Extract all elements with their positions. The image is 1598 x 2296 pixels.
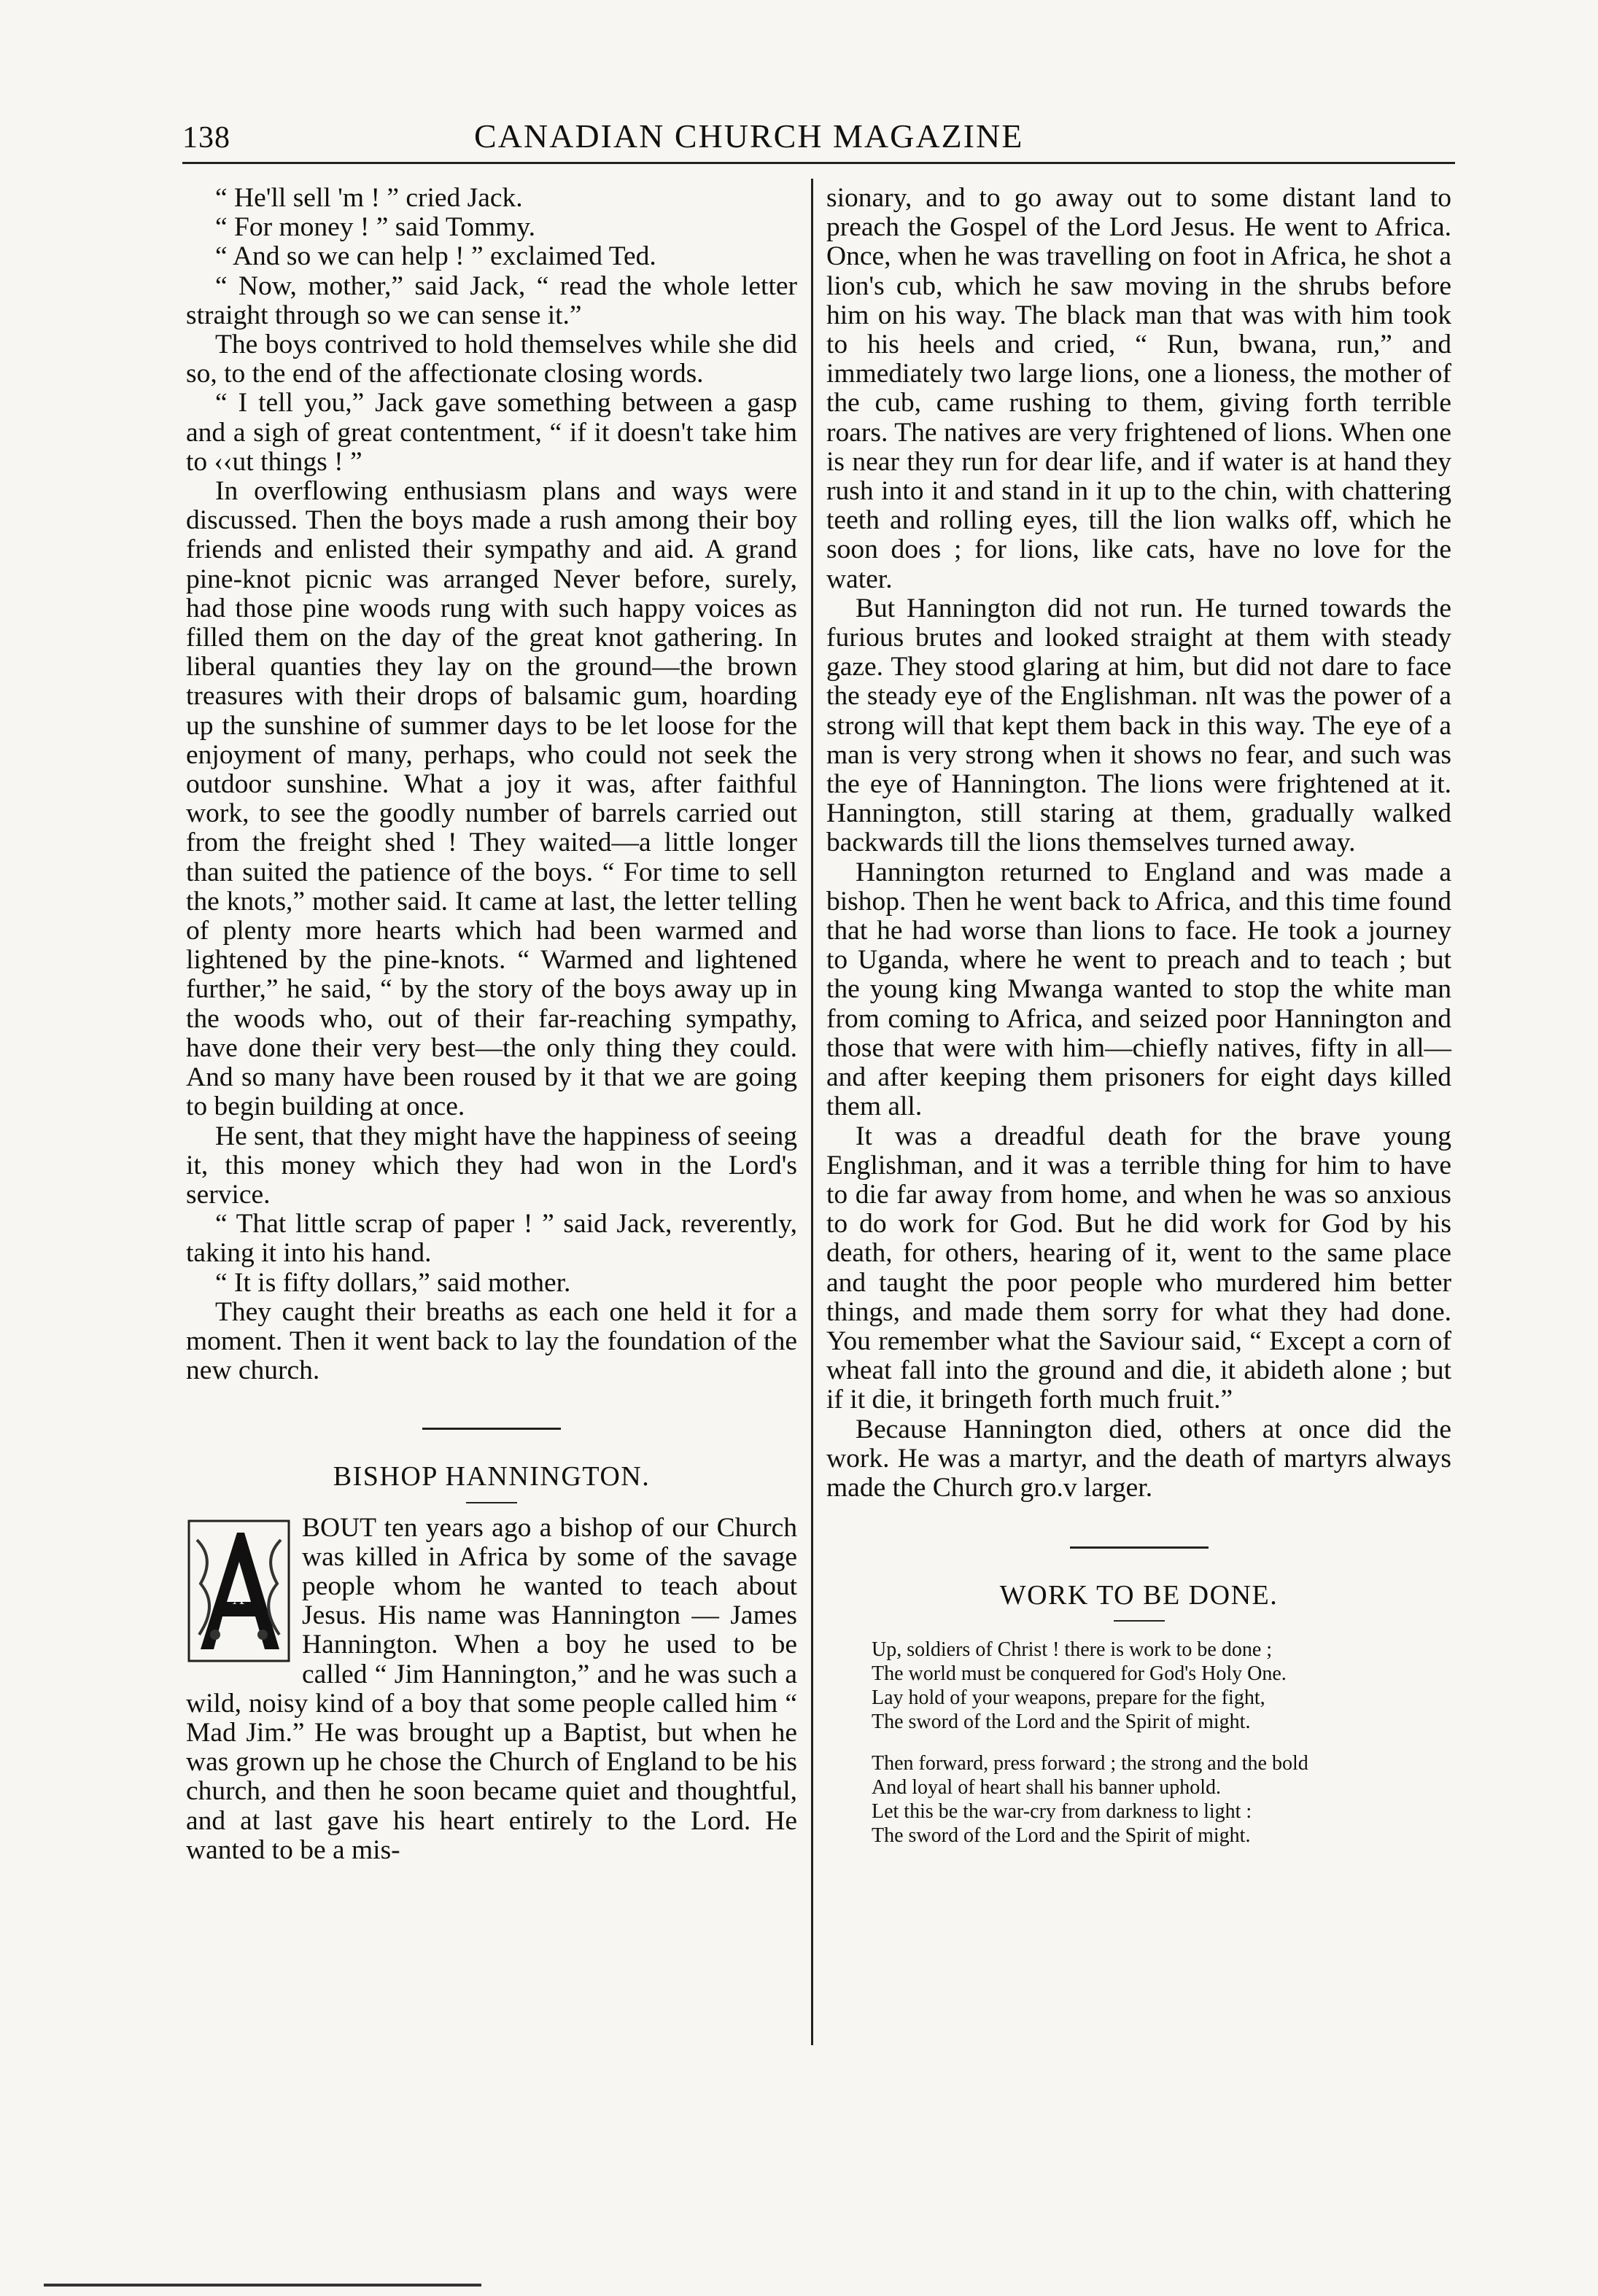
title-rule [1114,1620,1165,1622]
left-column [186,184,797,1865]
poem-line: The sword of the Lord and the Spirit of might. [872,1824,1251,1848]
paragraph: “ Now, mother,” said Jack, “ read the whole letter straight through so we can sense it.” [186,271,797,330]
paragraph: It was a dreadful death for the brave young Englishman, and it was a terrible thing for him to have to die far away from home, and when he was so anxious to do work for God. But he did work for God by his death, for others, hearing of it, went to the same place and taught the poor people who murdered him better things, and made them sorry for what they had done. You remember what the Saviour said, “ Except a corn of wheat fall into the ground and die, it abideth alone ; but if it die, it bringeth forth much fruit.” [826,1121,1451,1415]
paragraph: In overflowing enthusiasm plans and ways were discussed. Then the boys made a rush among their boy friends and enlisted their sympathy and aid. A grand pine-knot picnic was arranged Never before, surely, had those pine woods rung with such happy voices as filled them on the day of the great knot gathering. In liberal quanties they lay on the ground—the brown treasures with their drops of balsamic gum, hoarding up the sunshine of summer days to be let loose for the enjoyment of many, perhaps, who could not seek the outdoor sunshine. What a joy it was, after faithful work, to see the goodly number of barrels carried out from the freight shed ! They waited—a little longer than suited the patience of the boys. “ For time to sell the knots,” mother said. It came at last, the letter telling of plenty more hearts which had been warmed and lightened by the pine-knots. “ Warmed and lightened further,” he said, “ by the story of the boys away up in the woods who, out of their far-reaching sympathy, have done their very best—the only thing they could. And so many have been roused by it that we are going to begin building at once. [186,476,797,1122]
poem-line: Then forward, press forward ; the strong and the bold [872,1752,1308,1775]
paragraph: Because Hannington died, others at once did the work. He was a martyr, and the death of martyrs always made the Church gro.v larger. [826,1414,1451,1503]
paragraph: “ I tell you,” Jack gave something between a gasp and a sigh of great contentment, “ if it doesn't take him to ‹‹ut things ! ” [186,388,797,477]
poem [872,1638,1451,1848]
paragraph: The boys contrived to hold themselves while she did so, to the end of the affectionate closing words. [186,330,797,389]
article-first-paragraph [186,1514,797,1865]
column-divider [811,179,813,2045]
paragraph: “ He'll sell 'm ! ” cried Jack. [215,183,523,213]
header-rule [182,162,1455,164]
paragraph: They caught their breaths as each one held it for a moment. Then it went back to lay the foundation of the new church. [186,1296,797,1386]
paragraph: But Hannington did not run. He turned towards the furious brutes and looked straight at them with steady gaze. They stood glaring at him, but did not dare to face the steady eye of the Englishman. nIt was the power of a strong will that kept them back in this way. The eye of a man is very strong when it shows no fear, and such was the eye of Hannington. The lions were frightened at it. Hannington, still staring at them, gradually walked backwards till the lions themselves turned away. [826,593,1451,858]
poem-title: WORK TO BE DONE. [999,1580,1279,1611]
ornamental-dropcap-icon [186,1518,292,1664]
poem-line: The world must be conquered for God's Holy One. [872,1662,1287,1686]
section-rule [422,1428,561,1430]
article-text: BOUT ten years ago a bishop of our Church was killed in Africa by some of the savage people whom he wanted to teach about Jesus. His name was Hannington — James Hannington. When a boy he used to be called “ Jim Hannington,” and he was such a wild, noisy kind of a boy that some people called him “ Mad Jim.” He was brought up a Baptist, but when he was grown up he chose the Church of England to be his church, and then he soon became quiet and thoughtful, and at last gave his heart entirely to the Lord. He wanted to be a mis- [186,1512,797,1865]
poem-line: Let this be the war-cry from darkness to light : [872,1800,1252,1824]
section-rule [1070,1546,1209,1549]
paragraph: Hannington returned to England and was made a bishop. Then he went back to Africa, and this time found that he had worse than lions to face. He took a journey to Uganda, where he went to preach and to teach ; but the young king Mwanga wanted to stop the white man from coming to Africa, and seized poor Hannington and those that were with him—chiefly natives, fifty in all—and after keeping them prisoners for eight days killed them all. [826,857,1451,1122]
poem-line: The sword of the Lord and the Spirit of might. [872,1711,1251,1734]
page-number: 138 [182,121,230,155]
poem-line: Up, soldiers of Christ ! there is work to be done ; [872,1638,1273,1662]
poem-line: Lay hold of your weapons, prepare for the fight, [872,1686,1265,1710]
paragraph: sionary, and to go away out to some distant land to preach the Gospel of the Lord Jesus. He went to Africa. Once, when he was travelling on foot in Africa, he shot a lion's cub, which he saw moving in the shrubs before him on his way. The black man that was with him took to his heels and cried, “ Run, bwana, run,” and immediately two large lions, one a lioness, the mother of the cub, came rushing to them, giving forth terrible roars. The natives are very frightened of lions. When one is near they run for dear life, and if water is at hand they rush into it and stand in it up to the chin, with chattering teeth and rolling eyes, till the lion walks off, which he soon does ; for lions, like cats, have no love for the water. [826,183,1451,594]
poem-stanza [872,1751,1451,1848]
paragraph: “ For money ! ” said Tommy. [215,212,535,243]
article-title: BISHOP HANNINGTON. [333,1461,651,1493]
paragraph: “ That little scrap of paper ! ” said Jack, reverently, taking it into his hand. [186,1209,797,1269]
poem-line: And loyal of heart shall his banner uphold. [872,1776,1222,1799]
right-column [826,184,1451,1848]
page-edge-rule [44,2284,481,2287]
poem-stanza [872,1638,1451,1734]
magazine-title: CANADIAN CHURCH MAGAZINE [474,117,1024,155]
paragraph: “ It is fifty dollars,” said mother. [215,1267,571,1298]
paragraph: “ And so we can help ! ” exclaimed Ted. [215,241,656,272]
paragraph: He sent, that they might have the happiness of seeing it, this money which they had won in the Lord's service. [186,1121,797,1210]
dropcap-letter: A [233,1589,244,1608]
